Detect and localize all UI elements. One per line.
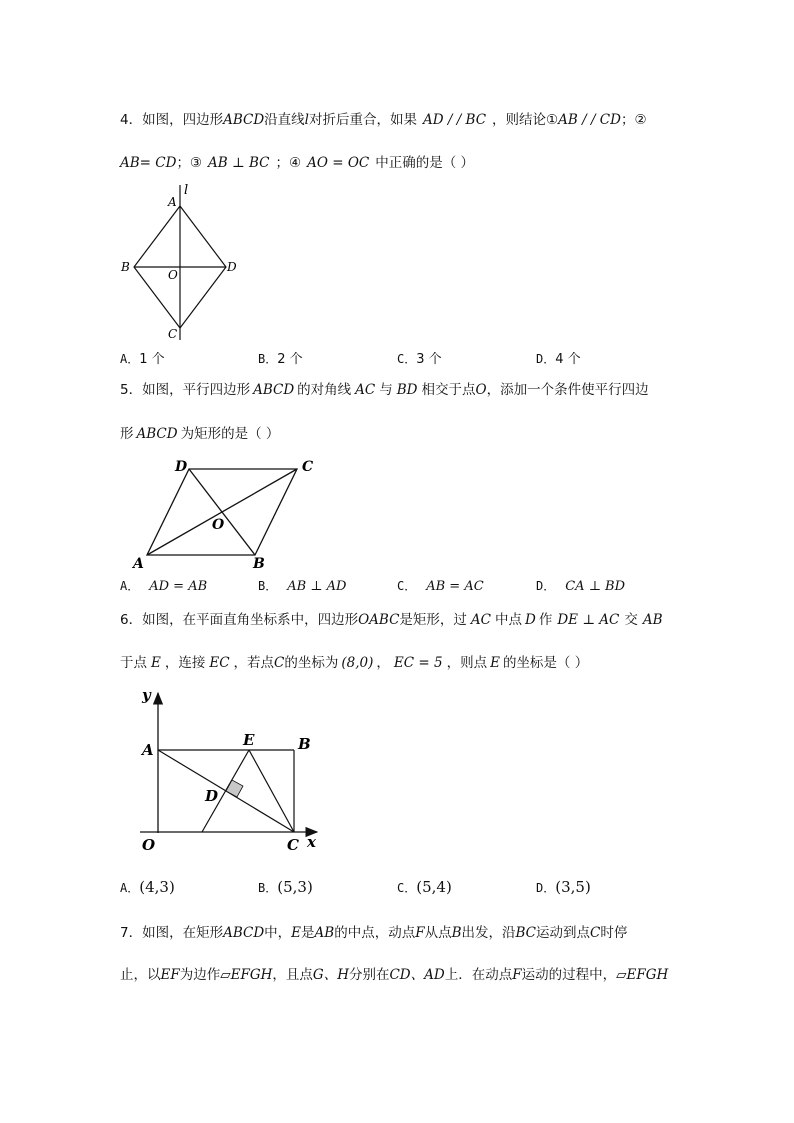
q7-text: 运动到点 [536,925,591,941]
label-y: y [142,686,151,704]
q6-text: ，则点 [446,655,488,671]
q7-text: 从点 [424,925,452,941]
q6-math: EC [209,655,230,671]
q7-text: 出发，沿 [461,925,516,941]
choice-label: D． [536,579,556,593]
q7-math: CD、AD [389,967,445,983]
q4-line1 [120,108,647,128]
q6-text: 中点 [495,612,523,628]
q4-math: AD / / BC [423,112,487,128]
q5-math: BD [396,382,418,398]
choice-label: C． [397,579,417,593]
q5-math: ABCD [136,426,178,442]
label-d: D [227,260,237,274]
choice-label: A． [120,881,140,895]
label-d: D [175,459,188,475]
q7-math: F [512,967,522,983]
label-a: A [133,556,144,572]
q6-text: 交 [624,612,638,628]
label-c: C [287,836,299,854]
q4-text: 沿直线 [264,112,305,128]
diagonal-bd [189,469,255,555]
q7-text: 为边作▱ [179,967,231,983]
q5-figure [130,455,330,573]
q4-math: l [304,112,309,128]
label-o: O [142,836,156,854]
q5-choice-b[interactable] [258,577,346,594]
q7-text: 时停 [600,925,628,941]
label-c: C [168,327,178,341]
q7-math: ABCD [223,925,265,941]
q4-figure [110,180,250,345]
choice-label: C． [397,881,417,895]
q6-math: D [525,612,536,628]
choice-label: D． [536,881,556,895]
q6-text: 6．如图，在平面直角坐标系中，四边形 [120,612,359,628]
q7-math: E [291,925,302,941]
choice-text: AD = AB [149,579,208,594]
label-l: l [184,183,189,198]
q5-math: ABCD [253,382,295,398]
label-b: B [298,735,311,753]
q7-text: 中， [264,925,292,941]
q7-math: AB [314,925,335,941]
choice-text: AB ⊥ AD [287,579,347,594]
q6-text: 于点 [120,655,147,671]
q6-choice-a[interactable] [120,878,175,896]
q4-math: AB ⊥ BC [208,155,270,171]
q6-math: C [274,655,285,671]
label-d: D [205,787,219,805]
q6-math: E [151,655,161,671]
choice-text: AB = AC [426,579,484,594]
q4-text: 中正确的是（ ） [375,155,475,171]
q6-math: AC [470,612,492,628]
q5-text: 5．如图，平行四边形 [120,382,251,398]
q4-math: ABCD [223,112,265,128]
q4-math: AB / / CD [558,112,621,128]
q4-choice-a[interactable] [120,348,165,367]
label-b: B [253,556,265,572]
choice-text: CA ⊥ BD [565,579,626,594]
q5-text: 相交于点 [421,382,476,398]
q7-text: 分别在 [348,967,390,983]
q7-text: 止，以 [120,967,161,983]
q4-choice-d[interactable] [536,348,581,367]
q6-choice-c[interactable] [397,878,452,896]
label-o: O [168,268,178,282]
choice-text: (5,3) [277,878,313,896]
label-o: O [212,517,225,533]
label-c: C [302,459,314,475]
q7-math: F [415,925,425,941]
q5-text: 的对角线 [297,382,352,398]
label-a: A [168,195,177,209]
q5-text: 与 [379,382,393,398]
q7-math: EF [160,967,180,983]
q4-text: 4．如图，四边形 [120,112,224,128]
q4-choice-b[interactable] [258,348,303,367]
q7-math: G、H [312,967,349,983]
choice-text: (4,3) [139,878,175,896]
choice-text: 4 个 [555,352,581,367]
q6-math: (8,0) [341,655,374,671]
label-a: A [142,741,154,759]
q5-line2 [120,422,279,442]
segment-ec [249,750,294,832]
q7-line2 [120,963,668,983]
choice-label: C． [397,352,417,366]
label-b: B [121,260,130,274]
q7-text: 是 [301,925,315,941]
q5-math: AC [355,382,376,398]
choice-text: 1 个 [139,352,165,367]
q5-line1 [120,378,649,398]
q7-text: 的中点，动点 [334,925,416,941]
q6-math: EC = 5 [393,655,443,671]
q6-text: ，若点 [233,655,275,671]
right-angle-mark [226,780,243,797]
q7-math: EFGH [626,967,669,983]
q6-text: ， [376,655,390,671]
choice-text: (3,5) [555,878,591,896]
q6-math: OABC [358,612,400,628]
q6-choice-d[interactable] [536,878,591,896]
choice-text: 2 个 [277,352,303,367]
choice-label: D． [536,352,556,366]
label-x: x [307,833,316,851]
q4-text: ；④ [275,155,302,171]
q7-line1 [120,921,627,941]
q7-math: C [590,925,601,941]
choice-label: A． [120,579,140,593]
q7-math: EFGH [230,967,273,983]
q5-choice-d[interactable] [536,577,625,594]
q4-line2 [120,151,474,171]
choice-label: B． [258,579,278,593]
q6-math: AB [642,612,663,628]
q6-text: ，连接 [164,655,206,671]
q4-choice-c[interactable] [397,348,442,367]
q6-math: E [490,655,500,671]
q4-math: AB= CD [120,155,177,171]
q6-text: 是矩形，过 [399,612,467,628]
q5-text: ，添加一个条件使平行四边 [486,382,649,398]
q7-math: B [451,925,462,941]
q6-text: 作 [538,612,553,628]
choice-label: B． [258,881,278,895]
q4-text: ，则结论① [492,112,559,128]
label-e: E [243,731,255,749]
q6-line1 [120,608,663,628]
q6-choice-b[interactable] [258,878,313,896]
choice-text: (5,4) [416,878,452,896]
choice-text: 3 个 [416,352,442,367]
q6-figure [135,683,335,855]
q7-text: 运动的过程中，▱ [521,967,627,983]
q6-text: 的坐标是（ ） [502,655,589,671]
q7-math: BC [515,925,537,941]
choice-label: A． [120,352,140,366]
q7-text: 上．在动点 [444,967,513,983]
q6-line2 [120,651,588,671]
q4-text: ；② [620,112,647,128]
q4-text: ；③ [176,155,203,171]
q5-choice-a[interactable] [120,577,207,594]
q5-choice-c[interactable] [397,577,484,594]
q5-text: 形 [120,426,134,442]
q5-math: O [475,382,487,398]
q7-text: 7．如图，在矩形 [120,925,224,941]
q7-text: ，且点 [272,967,313,983]
q6-math: DE ⊥ AC [557,612,620,628]
choice-label: B． [258,352,278,366]
q4-math: AO = OC [307,155,370,171]
q4-text: 对折后重合，如果 [309,112,417,128]
q6-text: 的坐标为 [284,655,339,671]
q5-text: 为矩形的是（ ） [180,426,280,442]
